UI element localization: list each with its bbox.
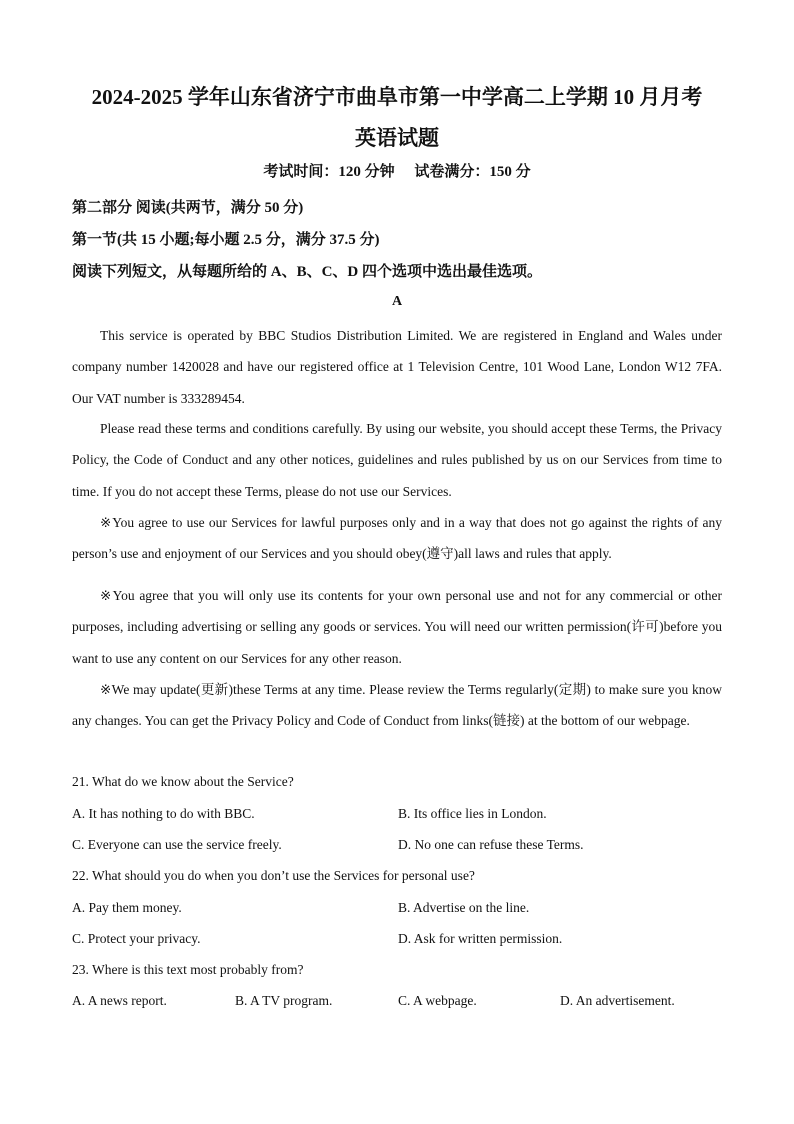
passage-paragraph: ※You agree to use our Services for lawful purposes only and in a way that does not go against the rights of any person’s use and enjoyment of our Services and you should obey(遵守)all laws and rules that apply. xyxy=(72,515,722,562)
question-option: A. A news report. xyxy=(72,993,167,1008)
passage-paragraph: Please read these terms and conditions carefully. By using our website, you should accept these Terms, the Privacy Policy, the Code of Conduct and any other notices, guidelines and rules published by us on our Services from time to time. If you do not accept these Terms, please do not use our Services. xyxy=(72,421,722,499)
exam-title: 2024-2025 学年山东省济宁市曲阜市第一中学高二上学期 10 月月考 xyxy=(91,85,703,109)
section-instruction: 阅读下列短文，从每题所给的 A、B、C、D 四个选项中选出最佳选项。 xyxy=(72,264,543,280)
section-subsection: 第一节(共 15 小题;每小题 2.5 分，满分 37.5 分) xyxy=(72,232,380,248)
question-option: D. No one can refuse these Terms. xyxy=(398,837,584,852)
passage-paragraph: ※We may update(更新)these Terms at any time. Please review the Terms regularly(定期) to make sure you know any changes. You can get the Privacy Policy and Code of Conduct from links(链接) at the bottom of our webpage. xyxy=(72,682,722,729)
exam-time: 考试时间：120 分钟 xyxy=(263,164,395,180)
question-option: B. A TV program. xyxy=(235,993,333,1008)
passage-paragraph: This service is operated by BBC Studios Distribution Limited. We are registered in England and Wales under company number 1420028 and have our registered office at 1 Television Centre, 101 Wood Lane, London W12 7FA. Our VAT number is 333289454. xyxy=(72,328,722,406)
question-option: B. Advertise on the line. xyxy=(398,900,530,915)
passage-letter: A xyxy=(391,294,403,309)
exam-meta xyxy=(0,160,794,181)
question-option: D. An advertisement. xyxy=(560,993,675,1008)
question-option: A. It has nothing to do with BBC. xyxy=(72,806,255,821)
full-score: 试卷满分：150 分 xyxy=(414,164,531,180)
exam-subject: 英语试题 xyxy=(355,126,439,150)
question-stem: 22. What should you do when you don’t use the Services for personal use? xyxy=(72,868,475,883)
question-stem: 23. Where is this text most probably from? xyxy=(72,962,304,977)
question-option: C. A webpage. xyxy=(398,993,477,1008)
question-option: A. Pay them money. xyxy=(72,900,182,915)
question-option: B. Its office lies in London. xyxy=(398,806,547,821)
question-option: C. Protect your privacy. xyxy=(72,931,201,946)
question-option: C. Everyone can use the service freely. xyxy=(72,837,282,852)
section-part: 第二部分 阅读(共两节，满分 50 分) xyxy=(72,200,304,216)
passage-paragraph: ※You agree that you will only use its contents for your own personal use and not for any commercial or other purposes, including advertising or selling any goods or services. You will need our written permission(许可)before you want to use any content on our Services for any other reason. xyxy=(72,588,722,666)
question-stem: 21. What do we know about the Service? xyxy=(72,774,294,789)
question-option: D. Ask for written permission. xyxy=(398,931,563,946)
